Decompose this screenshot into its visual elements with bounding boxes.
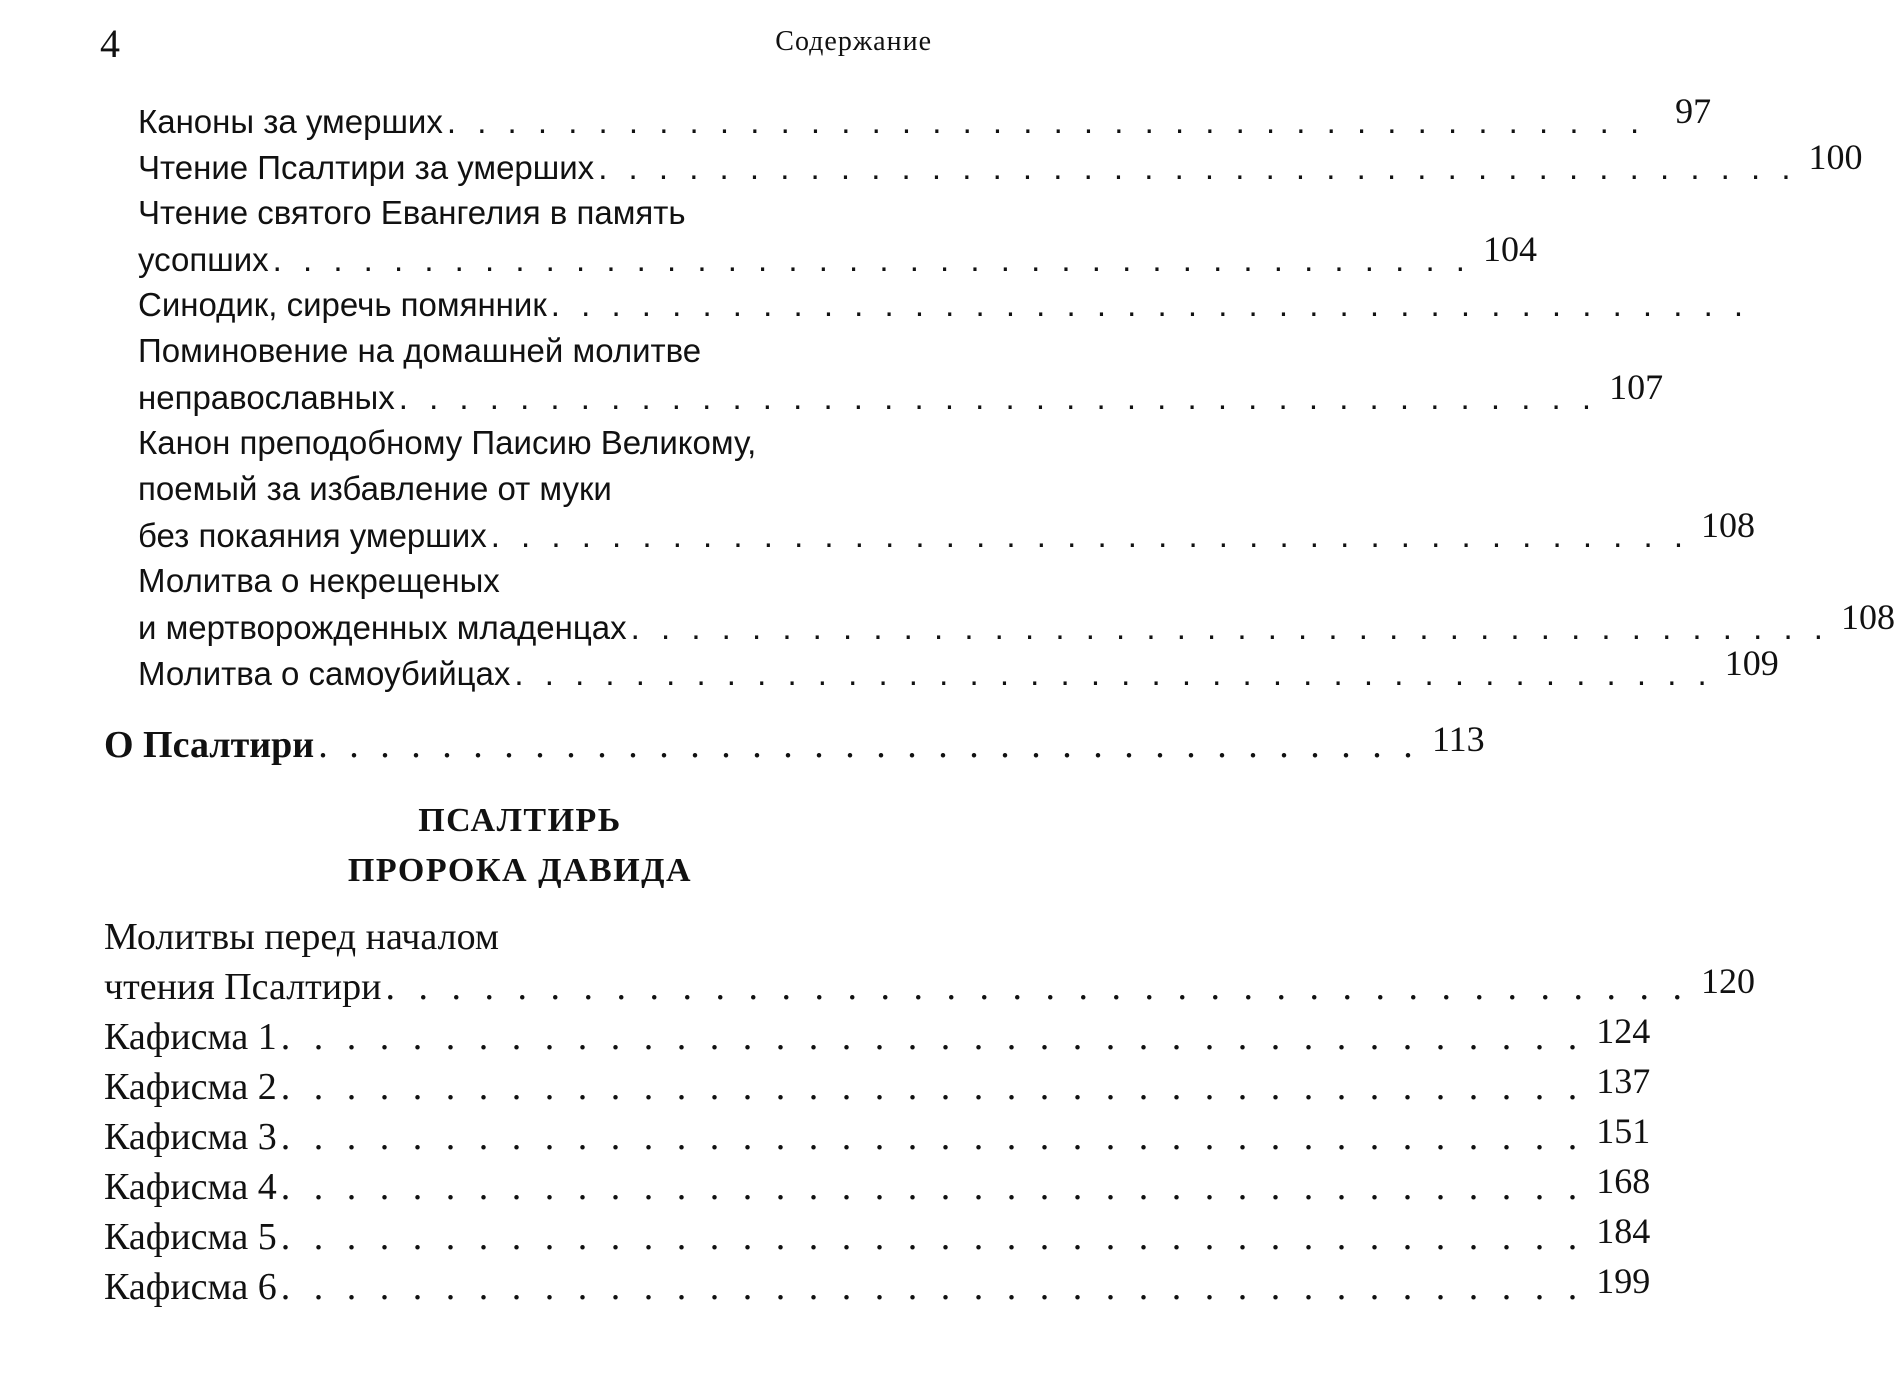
leader-dots: . . . . . . . . . . . . . . . . . . . . . . . . . . . . . . . . . . . . . . . . (446, 103, 1646, 140)
toc-entry-label: Молитва о некрещеных (138, 562, 500, 599)
toc-entry-page: 199 (1596, 1261, 1651, 1301)
toc-entry[interactable] (104, 1061, 1651, 1112)
toc-entry-label: Поминовение на домашней молитве (138, 332, 702, 369)
toc-entry-label: Кафисма 2 (104, 1066, 277, 1108)
toc-entry-label: Кафисма 6 (104, 1266, 277, 1308)
toc-entry-page: 184 (1596, 1211, 1651, 1251)
toc-entry-o-psaltiri[interactable] (104, 718, 1485, 772)
toc-entry-label: Чтение Псалтири за умерших (138, 149, 595, 186)
toc-entry-page: 107 (1609, 367, 1664, 407)
leader-dots: . . . . . . . . . . . . . . . . . . . . . . . . . . . . . . . . . . . . . . . . (630, 609, 1829, 646)
toc-entry-page: 168 (1596, 1161, 1651, 1201)
toc-entry-page: 113 (1432, 719, 1485, 759)
toc-entry-page: 137 (1596, 1061, 1651, 1101)
toc-entry[interactable] (138, 282, 1750, 328)
toc-entry-page: 104 (1482, 229, 1537, 269)
toc-entry-label: без покаяния умерших (138, 517, 487, 554)
toc-entry-label: Кафисма 1 (104, 1016, 277, 1058)
toc-entry-page: 108 (1840, 597, 1895, 637)
section-heading-line-1: ПСАЛТИРЬ (418, 802, 622, 839)
leader-dots: . . . . . . . . . . . . . . . . . . . . . . . . . . . . . . . . . . . . . . . . (398, 379, 1598, 416)
leader-dots: . . . . . . . . . . . . . . . . . . . . . . . . . . . . . . . . . . . . (318, 724, 1419, 766)
toc-entry-page: 100 (1808, 137, 1863, 177)
toc-entry-page: 120 (1700, 961, 1755, 1001)
toc-entry-label: Чтение святого Евангелия в память (138, 194, 686, 231)
toc-entry-label: усопших (138, 241, 269, 278)
leader-dots: . . . . . . . . . . . . . . . . . . . . . . . . . . . . . . . . . . . . . . . . (280, 1016, 1585, 1058)
toc-entry-page: 97 (1675, 91, 1712, 131)
toc-entry-page: 151 (1596, 1111, 1651, 1151)
toc-entry-label: Кафисма 3 (104, 1116, 277, 1158)
toc-entry[interactable] (104, 1111, 1651, 1162)
toc-entry[interactable] (104, 912, 1755, 1012)
toc-entry-label: поемый за избавление от муки (138, 470, 612, 507)
toc-entry[interactable] (104, 1161, 1651, 1212)
page-number: 4 (100, 21, 120, 66)
leader-dots: . . . . . . . . . . . . . . . . . . . . . . . . . . . . . . . . . . . . . . . . (280, 1116, 1585, 1158)
toc-entry-label: Кафисма 4 (104, 1166, 277, 1208)
toc-entry-label: Молитвы перед началом (104, 916, 499, 958)
toc-entry-label: неправославных (138, 379, 395, 416)
toc-psalter-list (104, 912, 1755, 1312)
toc-entry-page: 124 (1596, 1011, 1651, 1051)
leader-dots: . . . . . . . . . . . . . . . . . . . . . . . . . . . . . . . . . . . . . . . . (385, 966, 1689, 1008)
leader-dots: . . . . . . . . . . . . . . . . . . . . . . . . . . . . . . . . . . . . . . . . (280, 1266, 1585, 1308)
toc-entry-label: Кафисма 5 (104, 1216, 277, 1258)
toc-entry-page: 108 (1701, 505, 1756, 545)
toc-entry[interactable] (138, 558, 1895, 650)
leader-dots: . . . . . . . . . . . . . . . . . . . . . . . . . . . . . . . . . . . . . . . . (550, 286, 1750, 323)
leader-dots: . . . . . . . . . . . . . . . . . . . . . . . . . . . . . . . . . . . . . . . . (514, 655, 1713, 692)
toc-entry-label: Молитва о самоубийцах (138, 655, 511, 692)
leader-dots: . . . . . . . . . . . . . . . . . . . . . . . . . . . . . . . . . . . . . . . . (280, 1166, 1585, 1208)
leader-dots: . . . . . . . . . . . . . . . . . . . . . . . . . . . . . . . . . . . . . . . . (280, 1066, 1585, 1108)
toc-entry-label: чтения Псалтири (104, 966, 382, 1008)
section-heading-line-2: ПРОРОКА ДАВИДА (347, 852, 693, 889)
toc-entry-label: О Псалтири (104, 724, 315, 766)
toc-entry[interactable] (104, 1011, 1651, 1062)
toc-entry[interactable] (104, 1261, 1651, 1312)
toc-entry[interactable] (104, 1211, 1651, 1262)
toc-entry-page: 109 (1724, 643, 1779, 683)
toc-entry[interactable] (138, 643, 1779, 696)
toc-entry-label: Каноны за умерших (138, 103, 443, 140)
toc-entry[interactable] (138, 328, 1664, 420)
leader-dots: . . . . . . . . . . . . . . . . . . . . . . . . . . . . . . . . . . . . . . . . (280, 1216, 1585, 1258)
leader-dots: . . . . . . . . . . . . . . . . . . . . . . . . . . . . . . . . . . . . . . . . (598, 149, 1797, 186)
toc-entry-label: Синодик, сиречь помянник (138, 286, 547, 323)
toc-entry[interactable] (138, 91, 1712, 144)
toc-subsection-list (138, 91, 1895, 696)
running-title: Содержание (775, 26, 932, 57)
leader-dots: . . . . . . . . . . . . . . . . . . . . . . . . . . . . . . . . . . . . . . . . (272, 241, 1471, 278)
toc-entry-label: Канон преподобному Паисию Великому, (138, 424, 757, 461)
toc-entry[interactable] (138, 420, 1756, 558)
toc-entry[interactable] (138, 137, 1863, 190)
leader-dots: . . . . . . . . . . . . . . . . . . . . . . . . . . . . . . . . . . . . . . . . (490, 517, 1690, 554)
toc-entry-label: и мертворожденных младенцах (138, 609, 627, 646)
toc-entry[interactable] (138, 190, 1537, 282)
